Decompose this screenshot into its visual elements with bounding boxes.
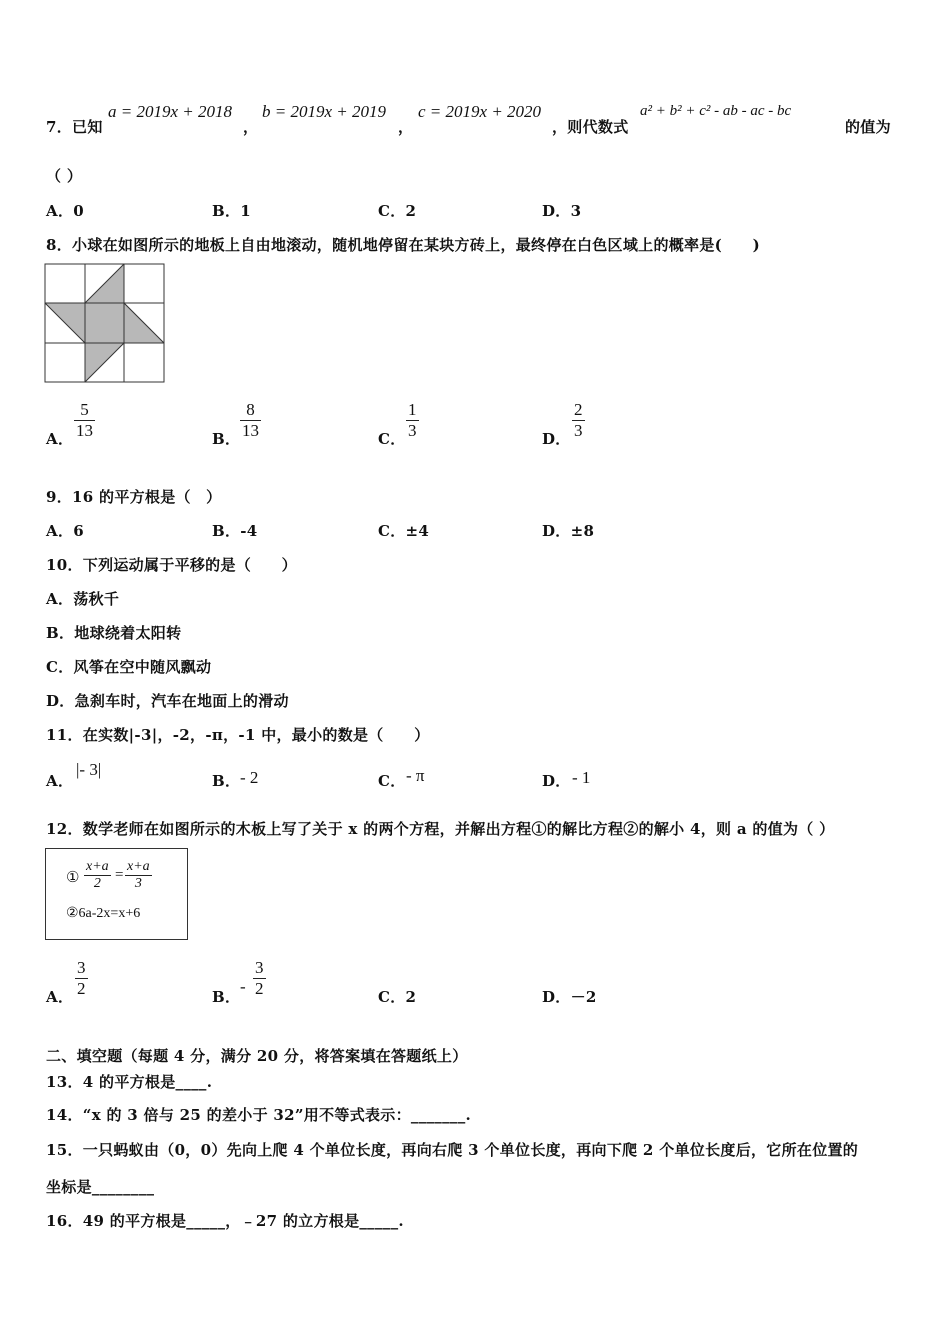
q11-option-a-label: A． bbox=[46, 772, 74, 790]
fraction-numerator: 3 bbox=[77, 958, 86, 977]
q7-mid: ，则代数式 bbox=[552, 118, 629, 136]
q12-option-a-fraction bbox=[75, 958, 88, 999]
q8-shaded-region bbox=[45, 264, 164, 382]
q12-option-b-sign: - bbox=[240, 977, 246, 996]
q15-line2: 坐标是________ bbox=[46, 1178, 155, 1196]
q7-option-b: B．1 bbox=[212, 202, 252, 220]
q12-option-b-label: B． bbox=[212, 988, 241, 1006]
q11-option-d-value: - 1 bbox=[572, 768, 591, 787]
q11-stem: 11．在实数|-3|，-2，-π，-1 中，最小的数是（ ） bbox=[46, 726, 430, 744]
q8-option-b-label: B． bbox=[212, 430, 241, 448]
fraction-denominator: 3 bbox=[134, 876, 142, 891]
q8-option-a-label: A． bbox=[46, 430, 74, 448]
q7-expression: a² + b² + c² - ab - ac - bc bbox=[640, 103, 792, 119]
q12-option-d: D．－2 bbox=[542, 988, 597, 1006]
q11-option-c-value: - π bbox=[406, 766, 425, 785]
q16: 16．49 的平方根是_____，﹣27 的立方根是_____. bbox=[46, 1212, 404, 1230]
q7-answer-paren: （ ） bbox=[46, 167, 83, 185]
q12-option-c: C．2 bbox=[378, 988, 417, 1006]
q7-option-c: C．2 bbox=[378, 202, 417, 220]
fraction-numerator: 1 bbox=[408, 400, 417, 419]
q9-option-b: B．-4 bbox=[212, 522, 258, 540]
q15-line1: 15．一只蚂蚁由（0，0）先向上爬 4 个单位长度，再向右爬 3 个单位长度，再向下爬 2 个单位长度后，它所在位置的 bbox=[46, 1141, 859, 1159]
fraction-denominator: 3 bbox=[574, 421, 583, 440]
q12-stem: 12．数学老师在如图所示的木板上写了关于 x 的两个方程，并解出方程①的解比方程②的解小 4，则 a 的值为（ ） bbox=[46, 820, 835, 838]
section2-title: 二、填空题（每题 4 分，满分 20 分，将答案填在答题纸上） bbox=[46, 1047, 468, 1065]
q8-option-c-label: C． bbox=[378, 430, 406, 448]
fraction-numerator: 3 bbox=[255, 958, 264, 977]
q9-option-d: D．±8 bbox=[542, 522, 595, 540]
q10-option-b: B．地球绕着太阳转 bbox=[46, 624, 182, 642]
fraction-denominator: 2 bbox=[77, 979, 86, 998]
q11-option-b-value: - 2 bbox=[240, 768, 259, 787]
q8-option-a-fraction bbox=[74, 400, 95, 441]
q9-option-c: C．±4 bbox=[378, 522, 430, 540]
q8-option-c-fraction bbox=[406, 400, 419, 441]
q8-option-d-label: D． bbox=[542, 430, 571, 448]
q12-eq1-left-fraction bbox=[84, 859, 111, 892]
q9-stem: 9．16 的平方根是（ ） bbox=[46, 488, 222, 506]
q7-option-d: D．3 bbox=[542, 202, 582, 220]
q7-sep2: ， bbox=[398, 118, 414, 136]
q7-eq-a: a = 2019x + 2018 bbox=[108, 102, 232, 121]
q7-sep1: ， bbox=[243, 118, 259, 136]
q10-option-d: D．急刹车时，汽车在地面上的滑动 bbox=[46, 692, 289, 710]
fraction-numerator: 5 bbox=[80, 400, 89, 419]
q12-eq1-mark: ① bbox=[66, 870, 80, 886]
q12-eq2: ②6a-2x=x+6 bbox=[66, 906, 141, 921]
q12-option-a-label: A． bbox=[46, 988, 74, 1006]
q12-option-b-fraction bbox=[253, 958, 266, 999]
fraction-denominator: 13 bbox=[242, 421, 259, 440]
q8-stem: 8．小球在如图所示的地板上自由地滚动，随机地停留在某块方砖上，最终停在白色区域上的概率是( ) bbox=[46, 236, 761, 254]
q11-option-c-label: C． bbox=[378, 772, 406, 790]
fraction-numerator: 2 bbox=[574, 400, 583, 419]
fraction-denominator: 2 bbox=[255, 979, 264, 998]
q13: 13．4 的平方根是____. bbox=[46, 1073, 213, 1091]
q7-suffix: 的值为 bbox=[845, 118, 891, 136]
q10-stem: 10．下列运动属于平移的是（ ） bbox=[46, 556, 297, 574]
fraction-denominator: 13 bbox=[76, 421, 93, 440]
fraction-numerator: x+a bbox=[86, 859, 109, 874]
fraction-numerator: x+a bbox=[127, 859, 150, 874]
q8-tile-figure bbox=[44, 263, 166, 385]
q7-option-a: A．0 bbox=[46, 202, 84, 220]
q11-option-d-label: D． bbox=[542, 772, 571, 790]
q8-option-d-fraction bbox=[572, 400, 585, 441]
fraction-denominator: 2 bbox=[93, 876, 101, 891]
fraction-numerator: 8 bbox=[246, 400, 255, 419]
q14: 14．“x 的 3 倍与 25 的差小于 32”用不等式表示：_______. bbox=[46, 1106, 472, 1124]
q11-option-a-value: |- 3| bbox=[76, 760, 102, 779]
q12-eq1-right-fraction bbox=[125, 859, 152, 892]
q9-option-a: A．6 bbox=[46, 522, 84, 540]
q12-board bbox=[45, 848, 188, 940]
q11-option-b-label: B． bbox=[212, 772, 241, 790]
q7-eq-c: c = 2019x + 2020 bbox=[418, 102, 542, 121]
q7-eq-b: b = 2019x + 2019 bbox=[262, 102, 386, 121]
q7-prefix: 7．已知 bbox=[46, 118, 103, 136]
q10-option-c: C．风筝在空中随风飘动 bbox=[46, 658, 212, 676]
fraction-denominator: 3 bbox=[408, 421, 417, 440]
q10-option-a: A．荡秋千 bbox=[46, 590, 120, 608]
q8-option-b-fraction bbox=[240, 400, 261, 441]
q12-eq1-equals: = bbox=[115, 867, 124, 883]
